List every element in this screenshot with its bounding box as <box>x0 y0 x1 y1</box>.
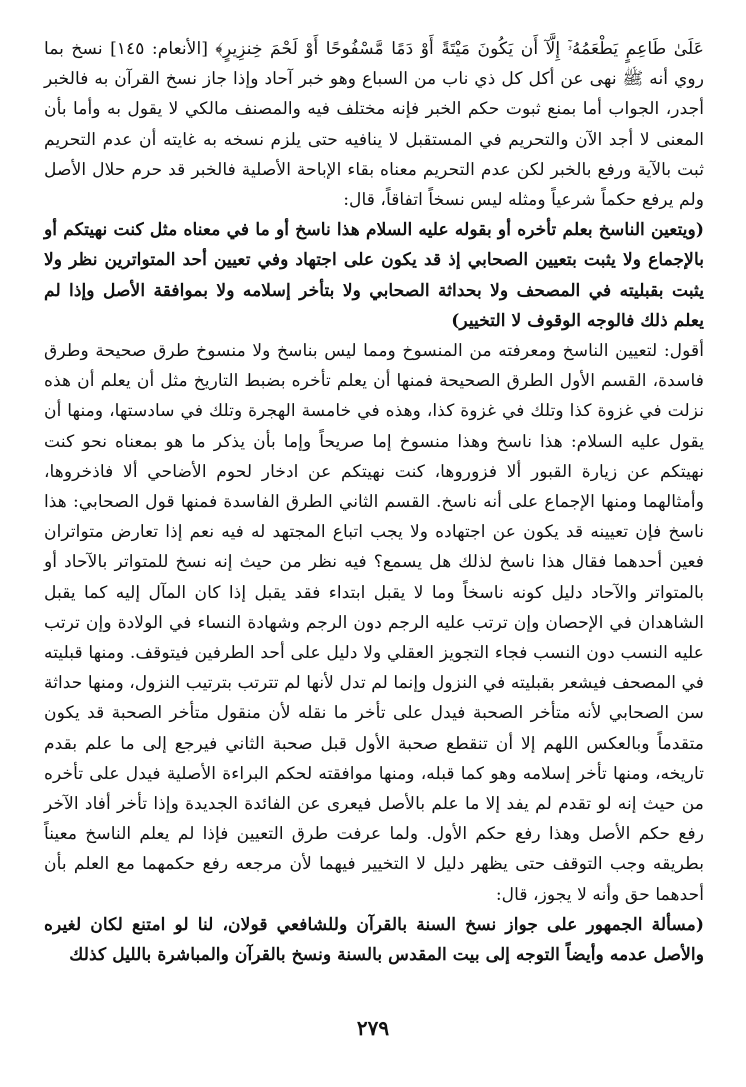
paragraph-matn-sunnah-by-quran: (مسألة الجمهور على جواز نسخ السنة بالقرآن وللشافعي قولان، لنا لو امتنع لكان لغيره والأصل عدمه وأيضاً التوجه إلى بيت المقدس بالسنة ونسخ بالقرآن والمباشرة بالليل كذلك <box>44 914 704 966</box>
paragraph-quran-commentary: عَلَىٰ طَاعِمٍ يَطْعَمُهُۥٓ إِلَّآ أَن يَكُونَ مَيْتَةً أَوْ دَمًا مَّسْفُوحًا أَوْ لَحْمَ خِنزِيرٍ﴾ [الأنعام: ١٤٥] نسخ بما روي أنه ﷺ نهى عن أكل كل ذي ناب من السباع وهو خبر آحاد وإذا جاز نسخ القرآن به فالخبر أجدر، الجواب أما بمنع ثبوت حكم الخبر فإنه مختلف فيه والمصنف مالكي لا يقول به وأما بأن المعنى لا أجد الآن والتحريم في المستقبل لا ينافيه حتى يلزم نسخه به غايته أن عدم التحريم ثبت بالآية ورفع بالخبر لكن عدم التحريم معناه بقاء الإباحة الأصلية فالخبر قد حرم حلال الأصل ولم يرفع حكماً شرعياً ومثله ليس نسخاً اتفاقاً، قال: <box>44 39 704 211</box>
paragraph-matn-naskh-determination: (ويتعين الناسخ بعلم تأخره أو بقوله عليه السلام هذا ناسخ أو ما في معناه مثل كنت نهيتكم أو بالإجماع ولا يثبت بتعيين الصحابي إذ قد يكون على اجتهاد وفي تعيين أحد المتواترين نظر ولا يثبت بقبليته في المصحف ولا بحداثة الصحابي ولا بتأخر إسلامه ولا بموافقة الأصل وإذا لم يعلم ذلك فالوجه الوقوف لا التخيير) <box>44 220 704 331</box>
body-text <box>44 34 704 970</box>
paragraph-commentary-naskh-methods: أقول: لتعيين الناسخ ومعرفته من المنسوخ ومما ليس بناسخ ولا منسوخ طرق صحيحة وطرق فاسدة، القسم الأول الطرق الصحيحة فمنها أن يعلم تأخره بضبط التاريخ مثل أن يعلم أن هذه نزلت في غزوة كذا وتلك في غزوة كذا، وهذه في خامسة الهجرة وتلك في سادستها، ومنها أن يقول عليه السلام: هذا ناسخ وهذا منسوخ إما صريحاً وإما بأن يذكر ما هو بمعناه نحو كنت نهيتكم عن زيارة القبور ألا فزوروها، كنت نهيتكم عن ادخار لحوم الأضاحي ألا فاذخروها، وأمثالهما ومنها الإجماع على أنه ناسخ. القسم الثاني الطرق الفاسدة فمنها قول الصحابي: هذا ناسخ فإن تعيينه قد يكون عن اجتهاده ولا يجب اتباع المجتهد له فيه نعم إذا تعارض متواتران فعين أحدهما فقال هذا ناسخ لذلك هل يسمع؟ فيه نظر من حيث إنه نسخ للمتواتر بالآحاد أو بالمتواتر والآحاد دليل كونه ناسخاً وما لا يقبل ابتداء فقد يقبل إذا كان المآل إليه كما يقبل الشاهدان في الإحصان وإن ترتب عليه الرجم دون الرجم وشهادة النساء في الولادة وإن ترتب عليه النسب دون النسب فجاء التجويز العقلي ولا دليل على أحد الطرفين فيتوقف. ومنها قبليته في المصحف فيشعر بقبليته في النزول وإنما لم تدل لأنها لم تترتب بترتيب النزول، ومنها حداثة سن الصحابي لأنه متأخر الصحبة فيدل على تأخر ما نقله لأن منقول متأخر الصحبة قد يكون متقدماً وبالعكس اللهم إلا أن تنقطع صحبة الأول قبل صحبة الثاني فيرجع إلى ما علم بقدم تاريخه، ومنها تأخر إسلامه وهو كما قبله، ومنها موافقته لحكم البراءة الأصلية فيدل على تأخره من حيث إنه لو تقدم لم يفد إلا ما علم بالأصل فيعرى عن الفائدة الجديدة وإذا تأخر أفاد الآخر رفع حكم الأصل وهذا رفع حكم الأول. ولما عرفت طرق التعيين فإذا لم يعلم الناسخ معيناً بطريقه وجب التوقف حتى يظهر دليل لا التخيير فيهما لأن مرجعه رفع حكمهما مع العلم بأن أحدهما حق وأنه لا يجوز، قال: <box>44 341 704 905</box>
page-number: ٢٧٩ <box>356 1016 390 1040</box>
